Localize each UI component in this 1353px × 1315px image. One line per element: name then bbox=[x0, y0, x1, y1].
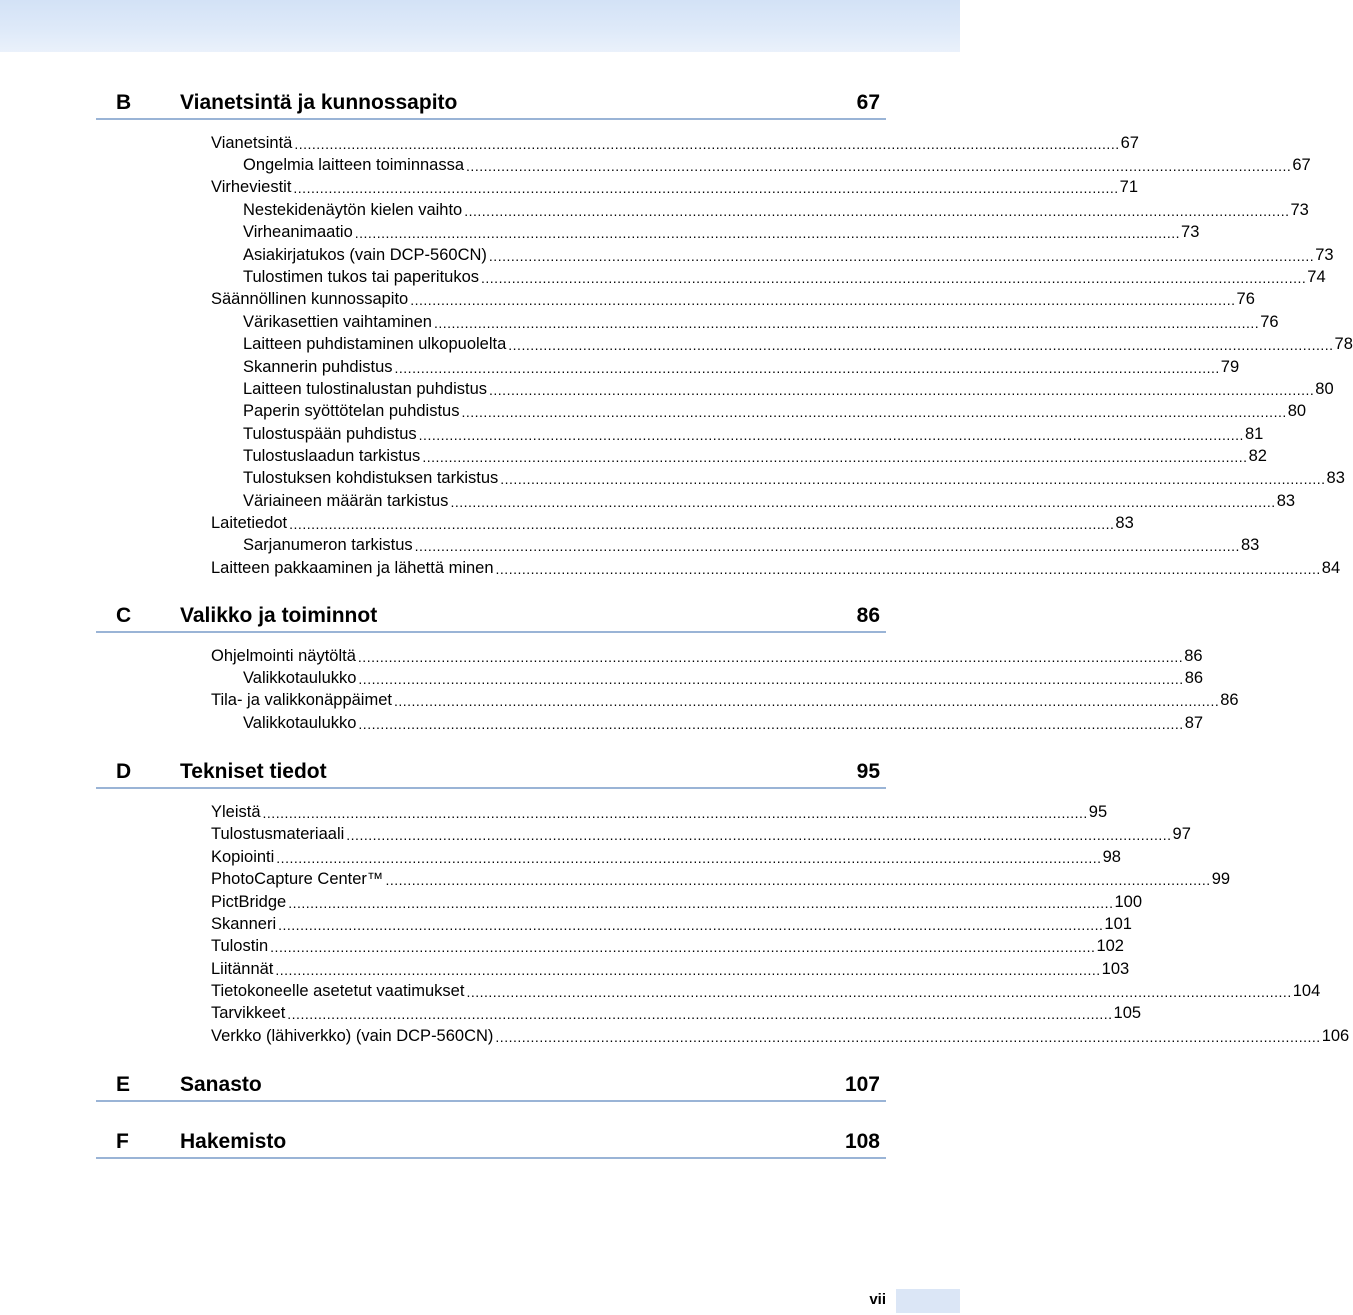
toc-entry-label: Tulostuspään puhdistus bbox=[243, 425, 417, 443]
toc-leader: ............................................................................................................................................................................................ bbox=[488, 248, 1315, 264]
toc-entry-label: Nestekidenäytön kielen vaihto bbox=[243, 201, 463, 219]
toc-entry[interactable] bbox=[243, 333, 1353, 355]
toc-leader: ............................................................................................................................................................................................ bbox=[450, 494, 1276, 510]
toc-leader: ............................................................................................................................................................................................ bbox=[422, 449, 1248, 465]
toc-entry-page: 83 bbox=[1326, 469, 1345, 487]
toc-entry-page: 67 bbox=[1292, 156, 1311, 174]
toc-entry-page: 105 bbox=[1113, 1004, 1142, 1022]
toc-leader: ............................................................................................................................................................................................ bbox=[385, 872, 1211, 888]
toc-entry-page: 86 bbox=[1184, 647, 1203, 665]
chapter-page: 95 bbox=[856, 760, 880, 783]
toc-entry-label: Liitännät bbox=[211, 960, 274, 978]
toc-entry-page: 81 bbox=[1244, 425, 1264, 443]
chapter-letter: F bbox=[116, 1130, 129, 1153]
toc-entry[interactable] bbox=[211, 176, 1139, 198]
toc-entry-label: Virheanimaatio bbox=[243, 223, 353, 241]
chapter-heading-d[interactable] bbox=[96, 759, 886, 789]
toc-entry[interactable] bbox=[211, 132, 1139, 154]
toc-entry[interactable] bbox=[243, 490, 1296, 512]
toc-entry-page: 86 bbox=[1220, 691, 1239, 709]
toc-entry[interactable] bbox=[243, 199, 1309, 221]
toc-entry-label: Tarvikkeet bbox=[211, 1004, 286, 1022]
toc-leader: ............................................................................................................................................................................................ bbox=[418, 427, 1244, 443]
toc-entry-label: Väriaineen määrän tarkistus bbox=[243, 492, 449, 510]
toc-entry[interactable] bbox=[211, 935, 1124, 957]
toc-entry-label: Laitteen puhdistaminen ulkopuolelta bbox=[243, 335, 507, 353]
toc-entry[interactable] bbox=[211, 288, 1255, 310]
toc-entry-page: 74 bbox=[1307, 268, 1326, 286]
toc-entry-label: Tulostusmateriaali bbox=[211, 825, 345, 843]
toc-leader: ............................................................................................................................................................................................ bbox=[393, 693, 1220, 709]
toc-entry[interactable] bbox=[211, 645, 1203, 667]
chapter-letter: E bbox=[116, 1073, 131, 1096]
toc-entry[interactable] bbox=[211, 913, 1132, 935]
chapter-heading-b[interactable] bbox=[96, 90, 886, 120]
toc-entry[interactable] bbox=[211, 1025, 1350, 1047]
chapter-heading-e[interactable] bbox=[96, 1072, 886, 1102]
toc-entry[interactable] bbox=[211, 846, 1121, 868]
toc-entry[interactable] bbox=[211, 980, 1321, 1002]
toc-entry-label: Säännöllinen kunnossapito bbox=[211, 290, 409, 308]
toc-entry[interactable] bbox=[211, 958, 1130, 980]
toc-leader: ............................................................................................................................................................................................ bbox=[289, 516, 1115, 532]
toc-leader: ............................................................................................................................................................................................ bbox=[464, 203, 1290, 219]
toc-entry[interactable] bbox=[243, 467, 1345, 489]
toc-leader: ............................................................................................................................................................................................ bbox=[414, 538, 1240, 554]
toc-entry[interactable] bbox=[211, 512, 1134, 534]
toc-leader: ............................................................................................................................................................................................ bbox=[294, 136, 1120, 152]
toc-entry[interactable] bbox=[243, 244, 1334, 266]
header-band bbox=[0, 0, 960, 52]
toc-entry-page: 82 bbox=[1248, 447, 1267, 465]
chapter-heading-c[interactable] bbox=[96, 603, 886, 633]
toc-entry-label: Vianetsintä bbox=[211, 134, 293, 152]
toc-leader: ............................................................................................................................................................................................ bbox=[508, 337, 1334, 353]
chapter-title: Sanasto bbox=[180, 1073, 262, 1096]
toc-entry-page: 79 bbox=[1220, 358, 1240, 376]
toc-leader: ............................................................................................................................................................................................ bbox=[275, 962, 1101, 978]
toc-entry-label: Ohjelmointi näytöltä bbox=[211, 647, 356, 665]
toc-entry-label: Paperin syöttötelan puhdistus bbox=[243, 402, 460, 420]
toc-entry-label: Skannerin puhdistus bbox=[243, 358, 393, 376]
chapter-title: Valikko ja toiminnot bbox=[180, 604, 378, 627]
toc-entry[interactable] bbox=[243, 667, 1204, 689]
toc-entry[interactable] bbox=[243, 712, 1204, 734]
toc-entry-page: 80 bbox=[1287, 402, 1307, 420]
toc-entry-page: 97 bbox=[1172, 825, 1191, 843]
toc-entry-page: 104 bbox=[1292, 982, 1321, 1000]
toc-entry-page: 83 bbox=[1276, 492, 1296, 510]
toc-leader: ............................................................................................................................................................................................ bbox=[466, 984, 1292, 1000]
toc-entry[interactable] bbox=[243, 400, 1307, 422]
toc-leader: ............................................................................................................................................................................................ bbox=[358, 671, 1184, 687]
toc-entry-page: 73 bbox=[1315, 246, 1334, 264]
chapter-page: 107 bbox=[844, 1073, 880, 1096]
toc-entry[interactable] bbox=[243, 445, 1267, 467]
toc-leader: ............................................................................................................................................................................................ bbox=[357, 649, 1184, 665]
chapter-letter: C bbox=[116, 604, 132, 627]
toc-leader: ............................................................................................................................................................................................ bbox=[270, 939, 1096, 955]
toc-entry-label: Laitetiedot bbox=[211, 514, 288, 532]
toc-entry[interactable] bbox=[243, 356, 1240, 378]
toc-leader: ............................................................................................................................................................................................ bbox=[262, 805, 1088, 821]
toc-entry[interactable] bbox=[243, 221, 1200, 243]
toc-entry-page: 67 bbox=[1120, 134, 1139, 152]
chapter-title: Tekniset tiedot bbox=[180, 760, 327, 783]
toc-entry-page: 83 bbox=[1115, 514, 1134, 532]
toc-entry-label: Asiakirjatukos (vain DCP-560CN) bbox=[243, 246, 487, 264]
toc-entry-label: PictBridge bbox=[211, 893, 287, 911]
toc-entry-label: Tietokoneelle asetetut vaatimukset bbox=[211, 982, 465, 1000]
toc-entry-label: Tila- ja valikkonäppäimet bbox=[211, 691, 392, 709]
chapter-title: Hakemisto bbox=[180, 1130, 287, 1153]
toc-entry[interactable] bbox=[211, 823, 1191, 845]
toc-entry-label: Valikkotaulukko bbox=[243, 669, 357, 687]
toc-entry-label: Verkko (lähiverkko) (vain DCP-560CN) bbox=[211, 1027, 494, 1045]
toc-leader: ............................................................................................................................................................................................ bbox=[346, 827, 1172, 843]
toc-entry-page: 76 bbox=[1236, 290, 1255, 308]
toc-leader: ............................................................................................................................................................................................ bbox=[495, 1029, 1321, 1045]
toc-entry-label: PhotoCapture Center™ bbox=[211, 870, 384, 888]
toc-entry-page: 102 bbox=[1096, 937, 1124, 955]
toc-entry-page: 99 bbox=[1211, 870, 1231, 888]
toc-entry-page: 83 bbox=[1240, 536, 1260, 554]
toc-leader: ............................................................................................................................................................................................ bbox=[358, 716, 1184, 732]
toc-entry[interactable] bbox=[243, 378, 1334, 400]
chapter-page: 108 bbox=[844, 1130, 880, 1153]
chapter-page: 67 bbox=[856, 91, 880, 114]
toc-entry[interactable] bbox=[211, 689, 1239, 711]
toc-entry[interactable] bbox=[211, 801, 1108, 823]
toc-entry-label: Tulostin bbox=[211, 937, 269, 955]
toc-entry[interactable] bbox=[243, 266, 1326, 288]
toc-leader: ............................................................................................................................................................................................ bbox=[433, 315, 1260, 331]
toc-entry[interactable] bbox=[211, 1002, 1142, 1024]
toc-leader: ............................................................................................................................................................................................ bbox=[394, 360, 1220, 376]
toc-leader: ............................................................................................................................................................................................ bbox=[276, 850, 1102, 866]
toc-leader: ............................................................................................................................................................................................ bbox=[293, 180, 1119, 196]
toc-leader: ............................................................................................................................................................................................ bbox=[278, 917, 1104, 933]
toc-entry-label: Tulostuslaadun tarkistus bbox=[243, 447, 421, 465]
toc-entry-label: Tulostimen tukos tai paperitukos bbox=[243, 268, 480, 286]
toc-entry-page: 95 bbox=[1088, 803, 1108, 821]
chapter-heading-f[interactable] bbox=[96, 1129, 886, 1159]
toc-entry-page: 78 bbox=[1334, 335, 1353, 353]
toc-entry-label: Ongelmia laitteen toiminnassa bbox=[243, 156, 465, 174]
chapter-title: Vianetsintä ja kunnossapito bbox=[180, 91, 458, 114]
toc-entry-label: Kopiointi bbox=[211, 848, 275, 866]
toc-entry-page: 106 bbox=[1321, 1027, 1350, 1045]
chapter-letter: B bbox=[116, 91, 132, 114]
toc-leader: ............................................................................................................................................................................................ bbox=[287, 1006, 1113, 1022]
chapter-letter: D bbox=[116, 760, 132, 783]
toc-entry-label: Virheviestit bbox=[211, 178, 292, 196]
chapter-page: 86 bbox=[856, 604, 880, 627]
toc-entry[interactable] bbox=[243, 534, 1260, 556]
toc-entry-page: 73 bbox=[1290, 201, 1309, 219]
toc-entry[interactable] bbox=[243, 154, 1311, 176]
toc-entry-label: Laitteen tulostinalustan puhdistus bbox=[243, 380, 488, 398]
page-number: vii bbox=[869, 1291, 886, 1308]
toc-entry-label: Värikasettien vaihtaminen bbox=[243, 313, 432, 331]
toc-leader: ............................................................................................................................................................................................ bbox=[461, 404, 1287, 420]
toc-leader: ............................................................................................................................................................................................ bbox=[410, 292, 1236, 308]
footer-band bbox=[896, 1289, 960, 1313]
toc-leader: ............................................................................................................................................................................................ bbox=[466, 158, 1292, 174]
toc-leader: ............................................................................................................................................................................................ bbox=[489, 382, 1315, 398]
toc-entry[interactable] bbox=[243, 423, 1264, 445]
toc-entry[interactable] bbox=[211, 557, 1341, 579]
toc-entry[interactable] bbox=[211, 891, 1142, 913]
toc-entry-page: 80 bbox=[1315, 380, 1334, 398]
toc-entry-page: 101 bbox=[1104, 915, 1132, 933]
toc-entry-page: 103 bbox=[1101, 960, 1130, 978]
toc-leader: ............................................................................................................................................................................................ bbox=[354, 225, 1181, 241]
toc-entry[interactable] bbox=[211, 868, 1231, 890]
toc-leader: ............................................................................................................................................................................................ bbox=[500, 471, 1326, 487]
toc-entry[interactable] bbox=[243, 311, 1279, 333]
toc-leader: ............................................................................................................................................................................................ bbox=[288, 895, 1114, 911]
toc-entry-label: Tulostuksen kohdistuksen tarkistus bbox=[243, 469, 499, 487]
toc-entry-label: Skanneri bbox=[211, 915, 277, 933]
toc-entry-label: Valikkotaulukko bbox=[243, 714, 357, 732]
toc-leader: ............................................................................................................................................................................................ bbox=[481, 270, 1307, 286]
toc-entry-page: 76 bbox=[1260, 313, 1279, 331]
toc-entry-label: Yleistä bbox=[211, 803, 261, 821]
toc-entry-page: 84 bbox=[1321, 559, 1341, 577]
toc-leader: ............................................................................................................................................................................................ bbox=[495, 561, 1321, 577]
toc-entry-label: Sarjanumeron tarkistus bbox=[243, 536, 413, 554]
toc-entry-page: 86 bbox=[1184, 669, 1204, 687]
toc-entry-page: 87 bbox=[1184, 714, 1204, 732]
toc-entry-page: 98 bbox=[1102, 848, 1121, 866]
toc-entry-page: 71 bbox=[1119, 178, 1139, 196]
toc-entry-page: 73 bbox=[1181, 223, 1200, 241]
toc-entry-label: Laitteen pakkaaminen ja lähettä minen bbox=[211, 559, 494, 577]
toc-entry-page: 100 bbox=[1114, 893, 1142, 911]
